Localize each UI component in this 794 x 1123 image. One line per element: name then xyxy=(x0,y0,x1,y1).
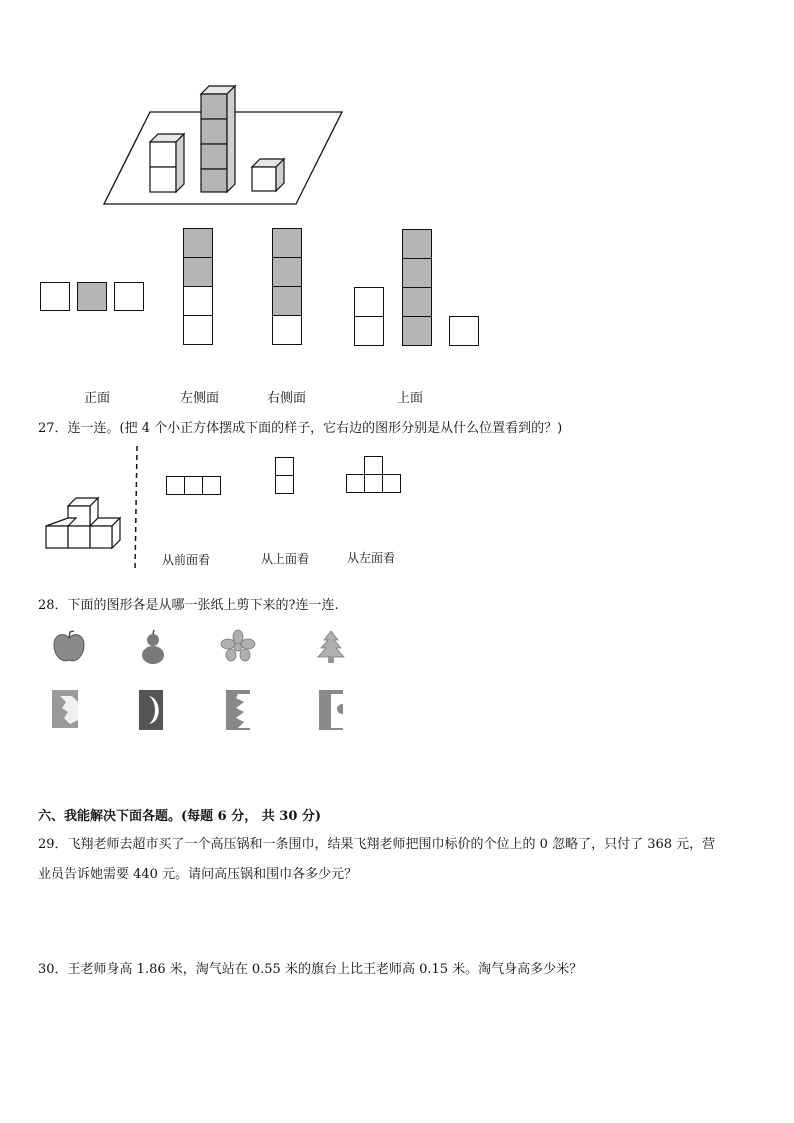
left-view-drawing xyxy=(183,228,215,346)
label-front-view: 正面 xyxy=(84,391,111,406)
q27-prompt: 27．连一连。(把 4 个小正方体摆成下面的样子，它右边的图形分别是从什么位置看到的？) xyxy=(38,421,563,436)
q27-cube-arrangement xyxy=(44,494,126,552)
q30-text: 30．王老师身高 1.86 米，淘气站在 0.55 米的旗台上比王老师高 0.15 米。淘气身高多少米？ xyxy=(38,962,583,977)
top-view-drawing xyxy=(354,229,482,347)
tree-icon xyxy=(316,630,346,664)
q27-dashed-divider xyxy=(134,446,140,572)
paper-bite-cut-icon xyxy=(319,690,347,732)
paper-moon-cut-icon xyxy=(139,690,167,732)
section-6-title: 六、我能解决下面各题。(每题 6 分， 共 30 分) xyxy=(38,809,322,824)
q29-line-2: 业员告诉她需要 440 元。请问高压锅和围巾各多少元？ xyxy=(38,867,358,882)
front-view-drawing xyxy=(40,282,145,312)
q27-option-left: 从左面看 xyxy=(347,551,396,565)
paper-zigzag-cut-icon xyxy=(226,690,254,732)
paper-leaf-cut-icon xyxy=(52,690,80,730)
left-cube-stack xyxy=(150,134,184,192)
single-cube xyxy=(252,159,284,191)
label-left-view: 左侧面 xyxy=(180,391,220,406)
apple-icon xyxy=(52,630,86,664)
q27-option-front: 从前面看 xyxy=(162,553,211,567)
gourd-icon xyxy=(138,630,168,666)
q27-option-top: 从上面看 xyxy=(261,552,310,566)
q27-option-shape-2 xyxy=(275,457,295,495)
q29-line-1: 29．飞翔老师去超市买了一个高压锅和一条围巾，结果飞翔老师把围巾标价的个位上的 0 忽略了，只付了 368 元，营 xyxy=(38,837,716,852)
tall-cube-stack xyxy=(201,86,235,192)
cube-stack-figure xyxy=(100,80,350,210)
right-view-drawing xyxy=(272,228,304,346)
label-right-view: 右侧面 xyxy=(267,391,307,406)
label-top-view: 上面 xyxy=(397,391,424,406)
flower-icon xyxy=(220,630,256,662)
watermark xyxy=(38,244,41,254)
q27-option-shape-1 xyxy=(166,476,222,496)
q27-option-shape-3 xyxy=(346,456,402,494)
q28-prompt: 28．下面的图形各是从哪一张纸上剪下来的?连一连. xyxy=(38,598,339,613)
